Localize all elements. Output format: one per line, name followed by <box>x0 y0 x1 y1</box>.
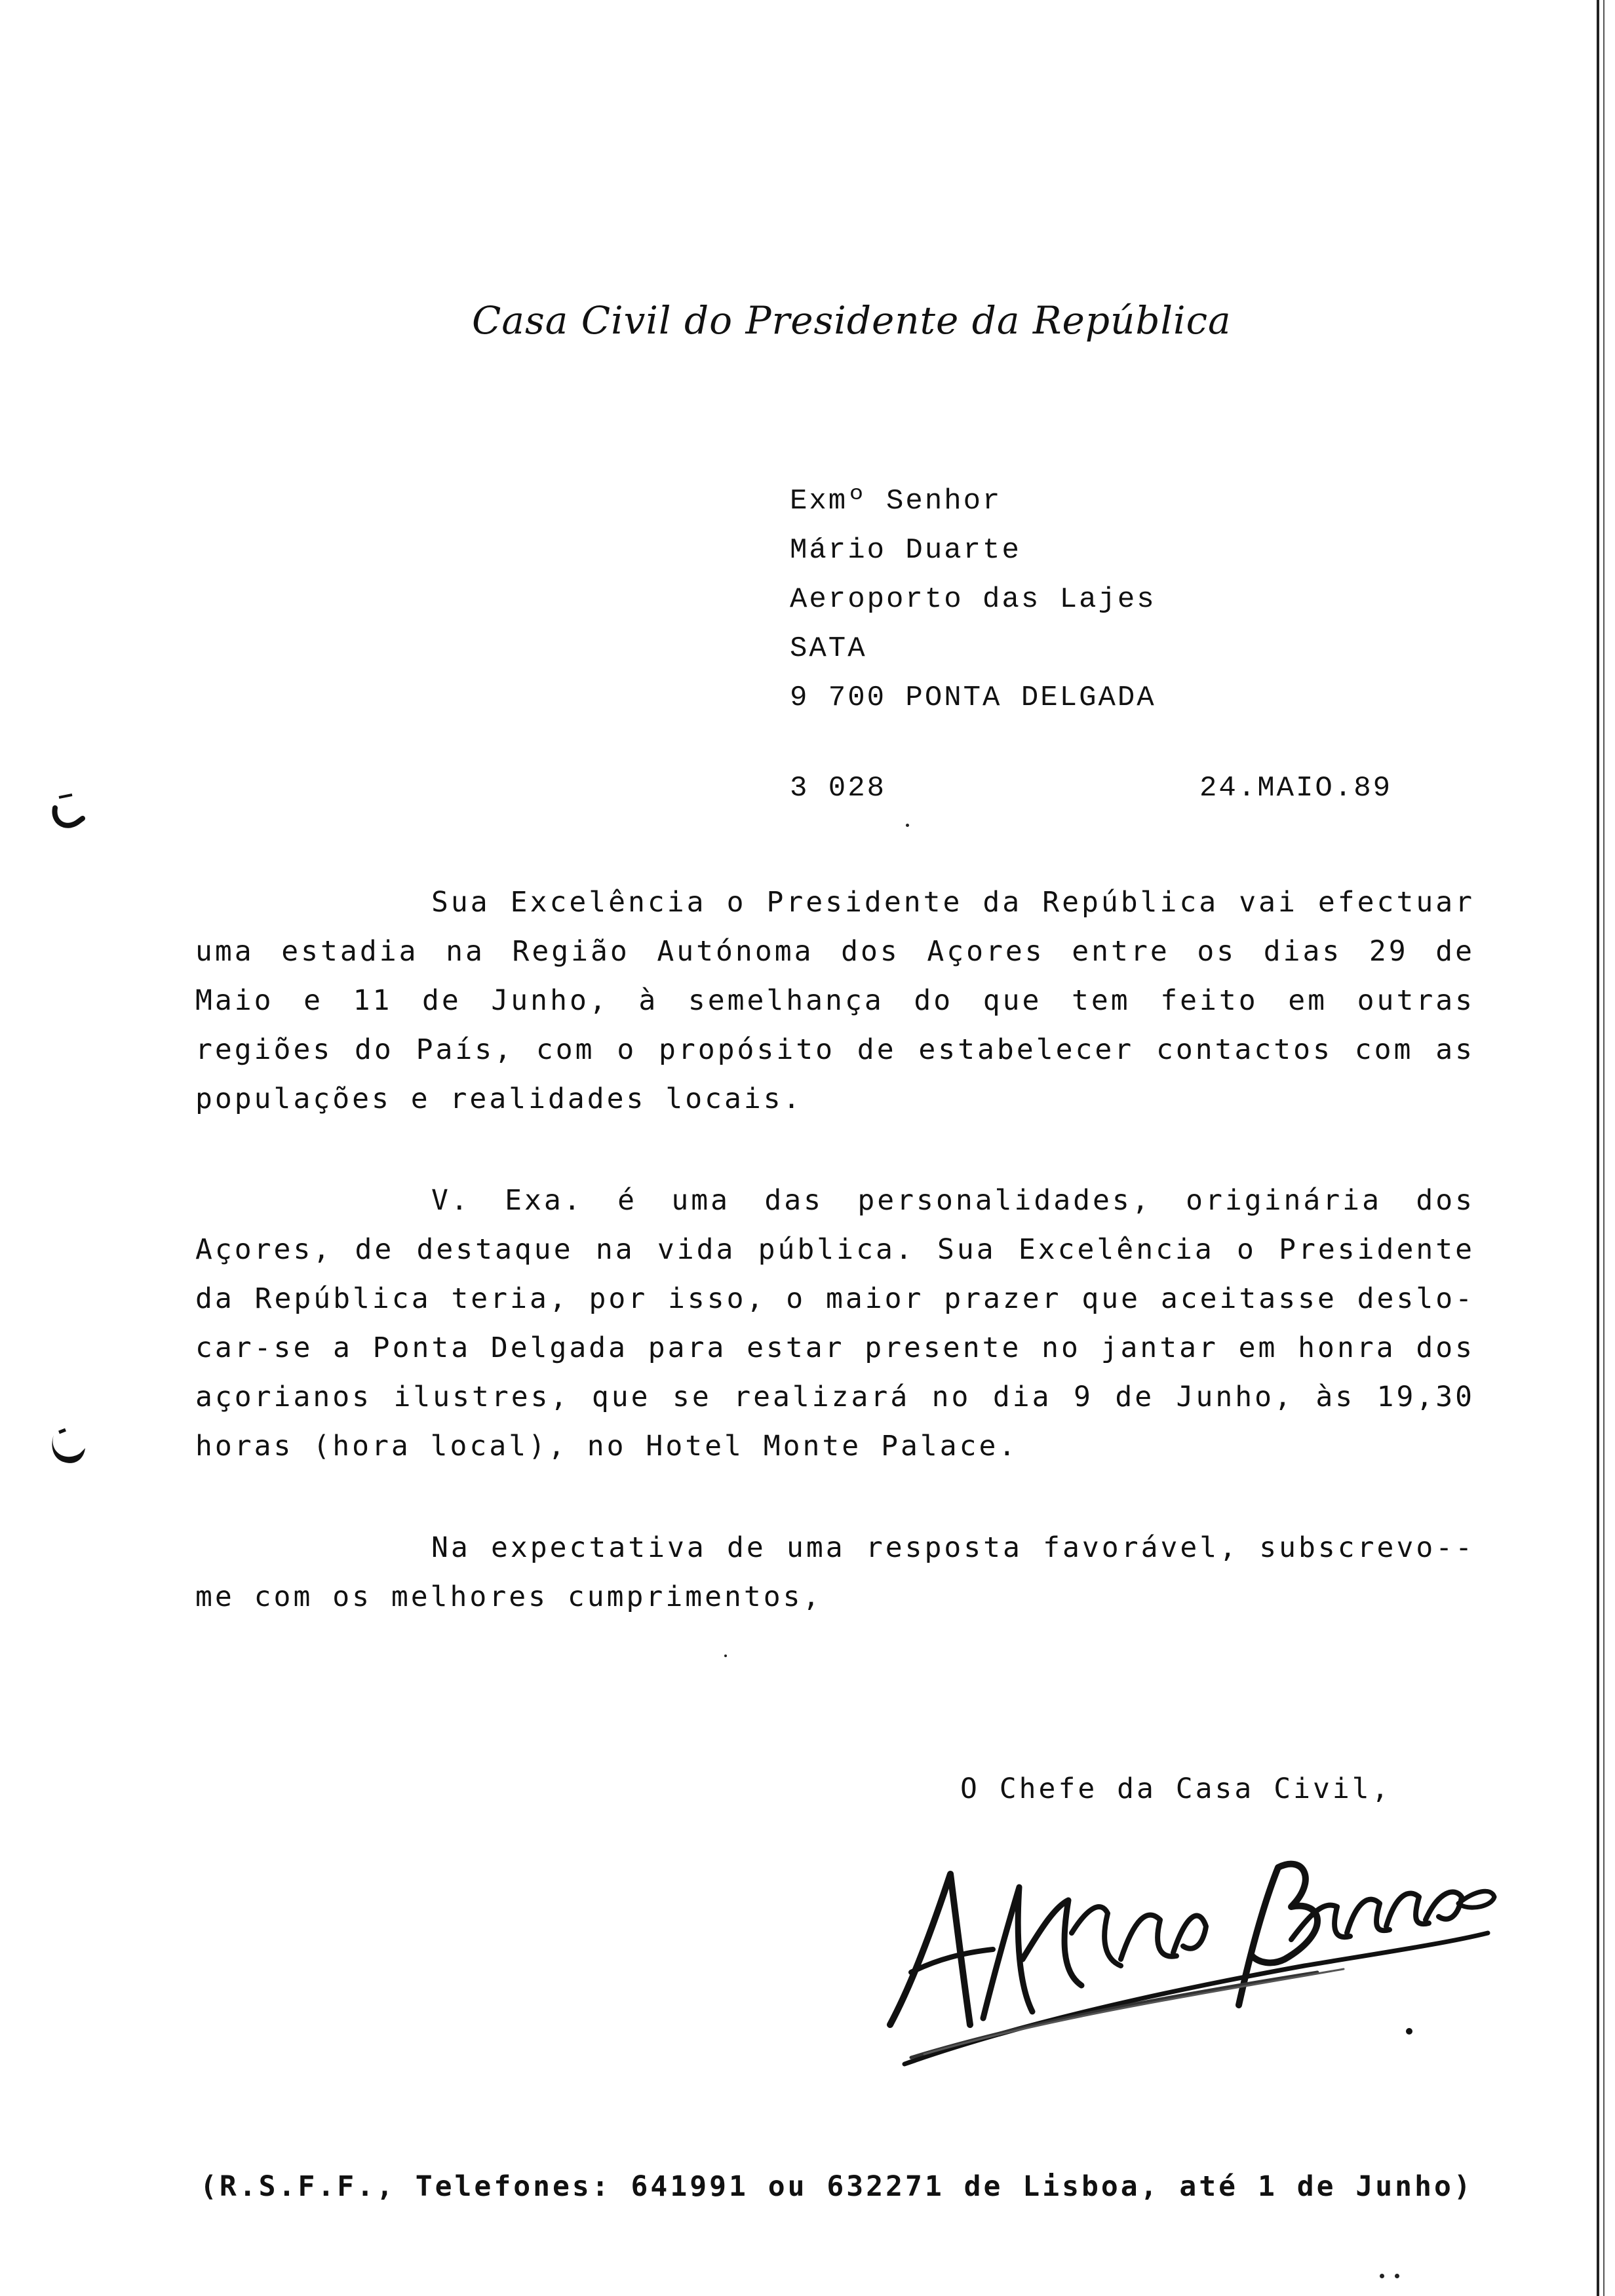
scan-speck <box>724 1655 727 1657</box>
recipient-address-line: SATA <box>790 632 867 665</box>
letter-date: 24.MAIO.89 <box>1199 772 1393 805</box>
closing-title: O Chefe da Casa Civil, <box>960 1772 1391 1805</box>
punch-hole-icon <box>46 1422 92 1468</box>
scan-edge-line-secondary <box>1603 0 1605 2296</box>
handwritten-signature <box>885 1828 1501 2077</box>
body-paragraph: Sua Excelência o Presidente da República vai efectuar uma estadia na Região Autónoma dos Açores entre os dias 29 de Maio e 11 de Junho, à semelhança do que tem feito em outras regiões do País, com o propósito de estabelecer contactos com as populações e realidades locais. <box>195 886 1475 1115</box>
body-paragraph: V. Exa. é uma das personalidades, originária dos Açores, de destaque na vida pública. Sua Excelência o Presidente da República teria, por isso, o maior prazer que aceitasse deslo-car-se a Ponta Delgada para estar presente no jantar em honra dos açorianos ilustres, que se realizará no dia 9 de Junho, às 19,30 horas (hora local), no Hotel Monte Palace. <box>195 1184 1475 1463</box>
punch-hole-icon <box>46 790 92 835</box>
recipient-salutation: Exmº Senhor <box>790 485 1002 518</box>
reference-number: 3 028 <box>790 772 887 805</box>
recipient-name: Mário Duarte <box>790 534 1021 567</box>
body-paragraph: Na expectativa de uma resposta favorável, subscrevo--me com os melhores cumprimentos, <box>195 1531 1475 1613</box>
footer-contact-note: (R.S.F.F., Telefones: 641991 ou 632271 de Lisboa, até 1 de Junho) <box>200 2170 1473 2203</box>
recipient-address-line: 9 700 PONTA DELGADA <box>790 681 1156 714</box>
recipient-address <box>790 477 1156 723</box>
scan-speck <box>1380 2274 1384 2278</box>
recipient-address-line: Aeroporto das Lajes <box>790 583 1156 616</box>
scan-speck <box>1395 2274 1399 2278</box>
letterhead: Casa Civil do Presidente da República <box>472 298 1232 343</box>
scan-edge-line <box>1597 0 1599 2296</box>
scan-speck <box>906 824 909 827</box>
